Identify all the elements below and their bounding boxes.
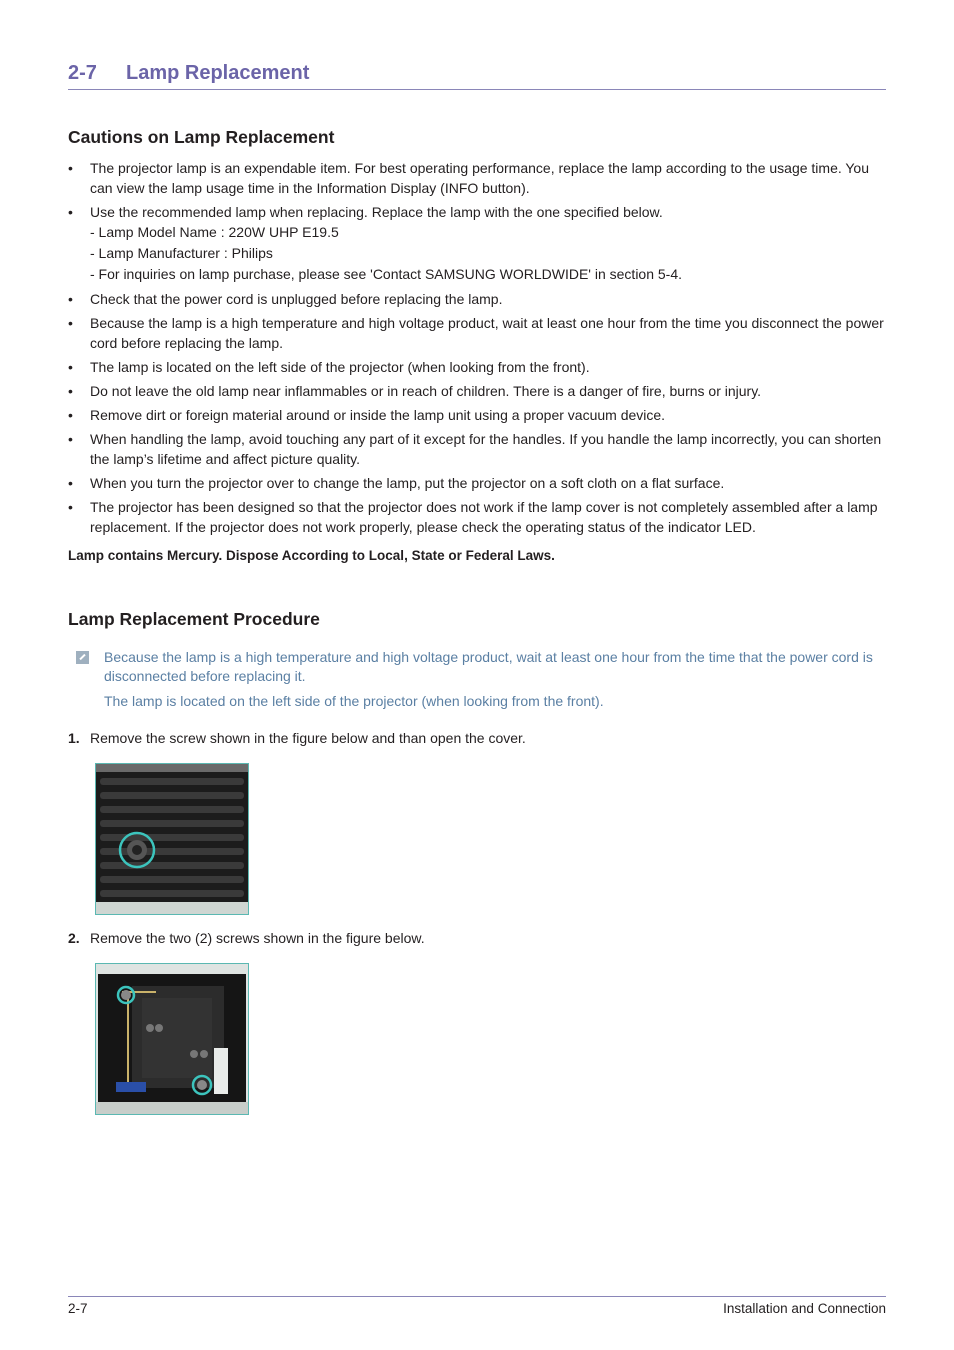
cautions-list (68, 158, 886, 541)
cover-screw-photo (95, 763, 249, 915)
lamp-inquiry-line: - For inquiries on lamp purchase, please see 'Contact SAMSUNG WORLDWIDE' in section 5-4. (90, 266, 683, 282)
section-number: 2-7 (68, 62, 97, 84)
mercury-warning: Lamp contains Mercury. Dispose According to Local, State or Federal Laws. (68, 548, 555, 563)
note-line: Because the lamp is a high temperature and high voltage product, wait at least one hour from the time that the power cord is disconnected before replacing it. (104, 649, 873, 684)
list-item: • Do not leave the old lamp near inflammables or in reach of children. There is a danger of fire, burns or injury. (68, 383, 762, 399)
step-number: 2. (68, 930, 80, 946)
list-item: • The projector lamp is an expendable item. For best operating performance, replace the lamp according to the usage time. You can view the lamp usage time in the Information Display (INFO button). (68, 160, 870, 196)
list-item: • Use the recommended lamp when replacing. Replace the lamp with the one specified below. - Lamp Model Name : 220W UHP E19.5 - Lamp Manufacturer : Philips - For inquiries on lamp purchase, please see 'Contact SAMSUNG WORLDWIDE' in section 5-4. (68, 202, 886, 285)
chapter-title: Installation and Connection (723, 1301, 886, 1316)
list-item: • When you turn the projector over to change the lamp, put the projector on a soft cloth on a flat surface. (68, 475, 725, 491)
page-title (68, 62, 886, 85)
page-number: 2-7 (68, 1301, 88, 1316)
step-2 (68, 928, 886, 948)
list-item: • The lamp is located on the left side of the projector (when looking from the front). (68, 359, 590, 375)
lamp-screws-photo (95, 963, 249, 1115)
step-text: Remove the two (2) screws shown in the figure below. (90, 930, 425, 946)
list-item: • Because the lamp is a high temperature and high voltage product, wait at least one hour from the time you disconnect the power cord before replacing the lamp. (68, 315, 884, 351)
step-number: 1. (68, 730, 80, 746)
step-1 (68, 728, 886, 748)
list-item: • The projector has been designed so that the projector does not work if the lamp cover is not completely assembled after a lamp replacement. If the projector does not work properly, please check the operating status of the indicator LED. (68, 499, 878, 535)
list-item: • Check that the power cord is unplugged before replacing the lamp. (68, 291, 503, 307)
lamp-screws-illustration (96, 964, 248, 1114)
note-line: The lamp is located on the left side of the projector (when looking from the front). (104, 693, 604, 709)
lamp-manufacturer-line: - Lamp Manufacturer : Philips (90, 245, 273, 261)
lamp-model-line: - Lamp Model Name : 220W UHP E19.5 (90, 224, 339, 240)
cautions-heading: Cautions on Lamp Replacement (68, 127, 335, 147)
note-box (76, 648, 886, 717)
footer-divider (68, 1296, 886, 1297)
list-item: • Remove dirt or foreign material around or inside the lamp unit using a proper vacuum device. (68, 407, 666, 423)
section-title: Lamp Replacement (126, 62, 310, 84)
note-icon (76, 651, 89, 664)
procedure-heading: Lamp Replacement Procedure (68, 609, 320, 629)
list-item: • When handling the lamp, avoid touching any part of it except for the handles. If you handle the lamp incorrectly, you can shorten the lamp’s lifetime and affect picture quality. (68, 431, 882, 467)
step-text: Remove the screw shown in the figure below and than open the cover. (90, 730, 526, 746)
cover-screw-illustration (96, 764, 248, 914)
title-divider (68, 89, 886, 90)
